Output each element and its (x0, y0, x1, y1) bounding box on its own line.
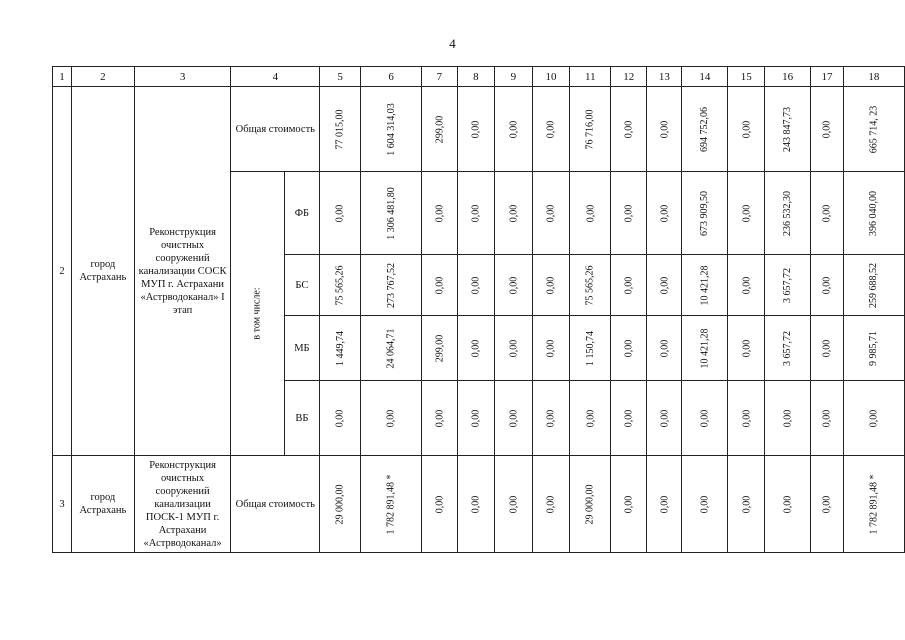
budget-type-label: ФБ (284, 172, 320, 255)
budget-type-label: ВБ (284, 381, 320, 456)
value-cell: 0,00 (611, 87, 647, 172)
value-cell: 0,00 (457, 316, 495, 381)
budget-type-label: БС (284, 255, 320, 316)
budget-table (52, 66, 905, 553)
header-cell: 14 (682, 67, 728, 87)
header-cell: 1 (53, 67, 72, 87)
project-cell: Реконструкция очистных сооружений канализации СОСК МУП г. Астрахани «Астрводоканал» I этап (134, 87, 231, 456)
value-cell: 0,00 (320, 381, 361, 456)
header-cell: 18 (843, 67, 904, 87)
value-cell: 1 782 891,48 * (843, 456, 904, 553)
value-cell: 0,00 (532, 456, 570, 553)
value-cell: 396 040,00 (843, 172, 904, 255)
value-cell: 0,00 (320, 172, 361, 255)
header-cell: 8 (457, 67, 495, 87)
value-cell: 299,00 (422, 316, 457, 381)
budget-type-label: МБ (284, 316, 320, 381)
value-cell: 0,00 (532, 87, 570, 172)
value-cell: 0,00 (611, 456, 647, 553)
header-cell: 3 (134, 67, 231, 87)
value-cell: 0,00 (811, 255, 844, 316)
value-cell: 0,00 (361, 381, 422, 456)
value-cell: 0,00 (495, 172, 533, 255)
value-cell: 0,00 (422, 172, 457, 255)
value-cell: 299,00 (422, 87, 457, 172)
total-label: Общая стоимость (231, 456, 320, 553)
header-cell: 4 (231, 67, 320, 87)
header-cell: 13 (647, 67, 682, 87)
value-cell: 0,00 (811, 316, 844, 381)
header-cell: 10 (532, 67, 570, 87)
value-cell: 0,00 (532, 381, 570, 456)
value-cell: 75 565,26 (570, 255, 611, 316)
value-cell: 694 752,06 (682, 87, 728, 172)
value-cell: 75 565,26 (320, 255, 361, 316)
value-cell: 0,00 (728, 87, 765, 172)
value-cell: 0,00 (811, 172, 844, 255)
value-cell: 0,00 (765, 381, 811, 456)
value-cell: 0,00 (811, 87, 844, 172)
value-cell: 0,00 (495, 316, 533, 381)
value-cell: 10 421,28 (682, 316, 728, 381)
value-cell: 0,00 (422, 456, 457, 553)
value-cell: 0,00 (532, 172, 570, 255)
value-cell: 0,00 (422, 255, 457, 316)
value-cell: 0,00 (611, 172, 647, 255)
header-row (53, 67, 905, 87)
value-cell: 0,00 (647, 381, 682, 456)
value-cell: 0,00 (647, 87, 682, 172)
row-number: 3 (53, 456, 72, 553)
value-cell: 0,00 (495, 87, 533, 172)
value-cell: 243 847,73 (765, 87, 811, 172)
header-cell: 12 (611, 67, 647, 87)
value-cell: 0,00 (570, 172, 611, 255)
value-cell: 0,00 (457, 87, 495, 172)
value-cell: 0,00 (647, 456, 682, 553)
value-cell: 0,00 (682, 456, 728, 553)
value-cell: 0,00 (647, 255, 682, 316)
value-cell: 0,00 (422, 381, 457, 456)
value-cell: 0,00 (728, 172, 765, 255)
header-cell: 6 (361, 67, 422, 87)
value-cell: 273 767,52 (361, 255, 422, 316)
value-cell: 0,00 (811, 381, 844, 456)
header-cell: 11 (570, 67, 611, 87)
value-cell: 1 782 891,48 * (361, 456, 422, 553)
header-cell: 5 (320, 67, 361, 87)
project-cell: Реконструкция очистных сооружений канализации ПОСК-1 МУП г. Астрахани «Астрводоканал» (134, 456, 231, 553)
row-number: 2 (53, 87, 72, 456)
table-row (53, 87, 905, 172)
value-cell: 29 000,00 (320, 456, 361, 553)
header-cell: 9 (495, 67, 533, 87)
value-cell: 0,00 (728, 381, 765, 456)
value-cell: 1 150,74 (570, 316, 611, 381)
header-cell: 16 (765, 67, 811, 87)
value-cell: 0,00 (495, 456, 533, 553)
value-cell: 1 306 481,80 (361, 172, 422, 255)
including-label: в том числе: (231, 172, 284, 456)
value-cell: 0,00 (570, 381, 611, 456)
value-cell: 29 000,00 (570, 456, 611, 553)
value-cell: 10 421,28 (682, 255, 728, 316)
value-cell: 0,00 (457, 456, 495, 553)
header-cell: 17 (811, 67, 844, 87)
value-cell: 0,00 (611, 316, 647, 381)
header-cell: 15 (728, 67, 765, 87)
city-cell: город Астрахань (72, 456, 135, 553)
value-cell: 0,00 (647, 172, 682, 255)
value-cell: 0,00 (728, 255, 765, 316)
value-cell: 0,00 (457, 255, 495, 316)
page-number: 4 (449, 36, 456, 51)
value-cell: 9 985,71 (843, 316, 904, 381)
city-cell: город Астрахань (72, 87, 135, 456)
value-cell: 1 604 314,03 (361, 87, 422, 172)
value-cell: 0,00 (457, 381, 495, 456)
table-row (53, 456, 905, 553)
value-cell: 1 449,74 (320, 316, 361, 381)
value-cell: 0,00 (457, 172, 495, 255)
value-cell: 0,00 (611, 255, 647, 316)
value-cell: 0,00 (532, 255, 570, 316)
value-cell: 76 716,00 (570, 87, 611, 172)
value-cell: 673 909,50 (682, 172, 728, 255)
value-cell: 24 064,71 (361, 316, 422, 381)
value-cell: 77 015,00 (320, 87, 361, 172)
value-cell: 0,00 (647, 316, 682, 381)
value-cell: 3 657,72 (765, 316, 811, 381)
value-cell: 0,00 (843, 381, 904, 456)
value-cell: 0,00 (495, 255, 533, 316)
header-cell: 2 (72, 67, 135, 87)
value-cell: 259 688,52 (843, 255, 904, 316)
value-cell: 0,00 (811, 456, 844, 553)
header-cell: 7 (422, 67, 457, 87)
value-cell: 3 657,72 (765, 255, 811, 316)
value-cell: 0,00 (532, 316, 570, 381)
value-cell: 0,00 (765, 456, 811, 553)
total-label: Общая стоимость (231, 87, 320, 172)
value-cell: 665 714, 23 (843, 87, 904, 172)
value-cell: 0,00 (611, 381, 647, 456)
value-cell: 0,00 (728, 316, 765, 381)
value-cell: 0,00 (682, 381, 728, 456)
value-cell: 0,00 (495, 381, 533, 456)
value-cell: 0,00 (728, 456, 765, 553)
value-cell: 236 532,30 (765, 172, 811, 255)
